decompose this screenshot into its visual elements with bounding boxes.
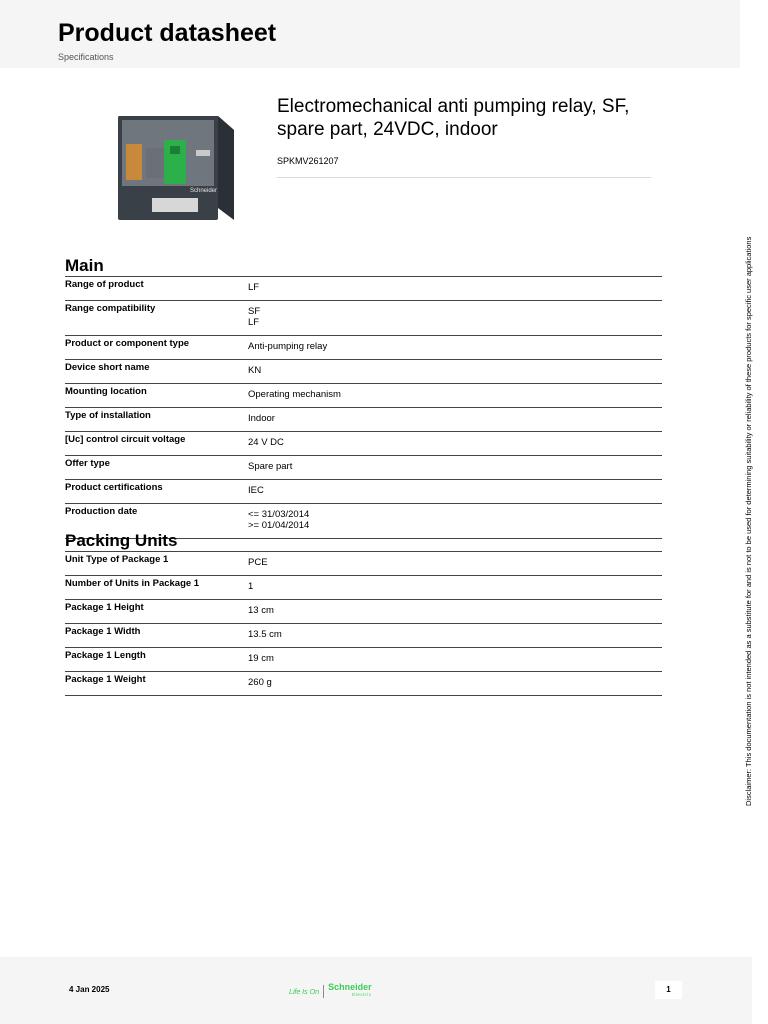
spec-row [65, 480, 662, 504]
spec-value [248, 360, 662, 384]
spec-value [248, 384, 662, 408]
spec-label: Product or component type [65, 338, 190, 349]
spec-value-line: 13 cm [248, 605, 274, 616]
page-title: Product datasheet [58, 19, 277, 47]
spec-value-line: <= 31/03/2014 [248, 509, 310, 520]
product-reference: SPKMV261207 [277, 156, 339, 166]
spec-row [65, 648, 662, 672]
spec-row [65, 552, 662, 576]
divider [277, 177, 651, 178]
spec-row [65, 277, 662, 301]
spec-row [65, 600, 662, 624]
spec-value-line: SF [248, 306, 261, 317]
spec-row [65, 301, 662, 336]
spec-value [248, 456, 662, 480]
packing-spec-table [65, 551, 662, 696]
spec-value-line: Operating mechanism [248, 389, 341, 400]
spec-row [65, 672, 662, 696]
spec-label: Mounting location [65, 386, 147, 397]
spec-label: Package 1 Width [65, 626, 141, 637]
spec-label: Production date [65, 506, 138, 517]
spec-value-line: 24 V DC [248, 437, 284, 448]
main-section [65, 256, 662, 539]
spec-label: Offer type [65, 458, 110, 469]
spec-value-line: Indoor [248, 413, 275, 424]
spec-label: Range compatibility [65, 303, 156, 314]
spec-value [248, 624, 662, 648]
spec-value-line: 13.5 cm [248, 629, 282, 640]
page-number: 1 [655, 981, 682, 999]
spec-value [248, 648, 662, 672]
spec-label: Package 1 Height [65, 602, 144, 613]
relay-test-button-tab [170, 146, 180, 154]
spec-label: Unit Type of Package 1 [65, 554, 169, 565]
spec-row [65, 360, 662, 384]
spec-label: Device short name [65, 362, 150, 373]
spec-label: [Uc] control circuit voltage [65, 434, 186, 445]
spec-value [248, 277, 662, 301]
spec-value-line: IEC [248, 485, 264, 496]
spec-value-line: Anti-pumping relay [248, 341, 328, 352]
spec-value [248, 408, 662, 432]
spec-value [248, 336, 662, 360]
spec-value-line: KN [248, 365, 262, 376]
spec-value-line: 19 cm [248, 653, 274, 664]
spec-row [65, 336, 662, 360]
spec-label: Type of installation [65, 410, 151, 421]
spec-row [65, 408, 662, 432]
spec-value [248, 672, 662, 696]
spec-label: Number of Units in Package 1 [65, 578, 200, 589]
main-spec-rows [65, 277, 662, 539]
logo-brand [328, 984, 372, 998]
disclaimer: Disclaimer: This documentation is not intended as a substitute for and is not to be used for determining suitability or reliability of these products for specific user applications [744, 236, 753, 806]
product-name: Electromechanical anti pumping relay, SF, spare part, 24VDC, indoor [277, 96, 630, 140]
logo-tagline: Life Is On [289, 986, 320, 996]
spec-label: Range of product [65, 279, 144, 290]
spec-value [248, 480, 662, 504]
spec-value-line: LF [248, 282, 260, 293]
spec-label: Product certifications [65, 482, 163, 493]
spec-value-line: 1 [248, 581, 254, 592]
packing-section [65, 531, 662, 696]
spec-row [65, 624, 662, 648]
section-title: Main [65, 256, 104, 275]
relay-side-face [218, 116, 234, 220]
footer-band [0, 957, 752, 1024]
logo-brand-name: Schneider [328, 982, 372, 992]
brand-logo [289, 984, 372, 998]
page-subtitle: Specifications [58, 52, 114, 62]
relay-label-plate [152, 198, 198, 212]
spec-value-line: Spare part [248, 461, 293, 472]
logo-separator [323, 985, 324, 998]
spec-row [65, 576, 662, 600]
spec-value-line: PCE [248, 557, 268, 568]
spec-label: Package 1 Weight [65, 674, 146, 685]
spec-value-line: LF [248, 317, 260, 328]
spec-value [248, 552, 662, 576]
spec-value [248, 600, 662, 624]
relay-indicator [196, 150, 210, 156]
footer-date: 4 Jan 2025 [69, 985, 110, 994]
product-image [108, 108, 238, 228]
relay-coil [126, 144, 142, 180]
spec-value [248, 301, 662, 336]
relay-brand-text: Schneider [190, 188, 218, 194]
spec-row [65, 456, 662, 480]
section-title: Packing Units [65, 531, 178, 550]
spec-row [65, 384, 662, 408]
spec-value [248, 432, 662, 456]
main-spec-table [65, 276, 662, 539]
spec-value [248, 576, 662, 600]
packing-spec-rows [65, 552, 662, 696]
spec-value-line: 260 g [248, 677, 272, 688]
spec-value-line: >= 01/04/2014 [248, 520, 310, 531]
spec-label: Package 1 Length [65, 650, 146, 661]
logo-brand-sub: Electric [352, 992, 372, 997]
spec-row [65, 432, 662, 456]
